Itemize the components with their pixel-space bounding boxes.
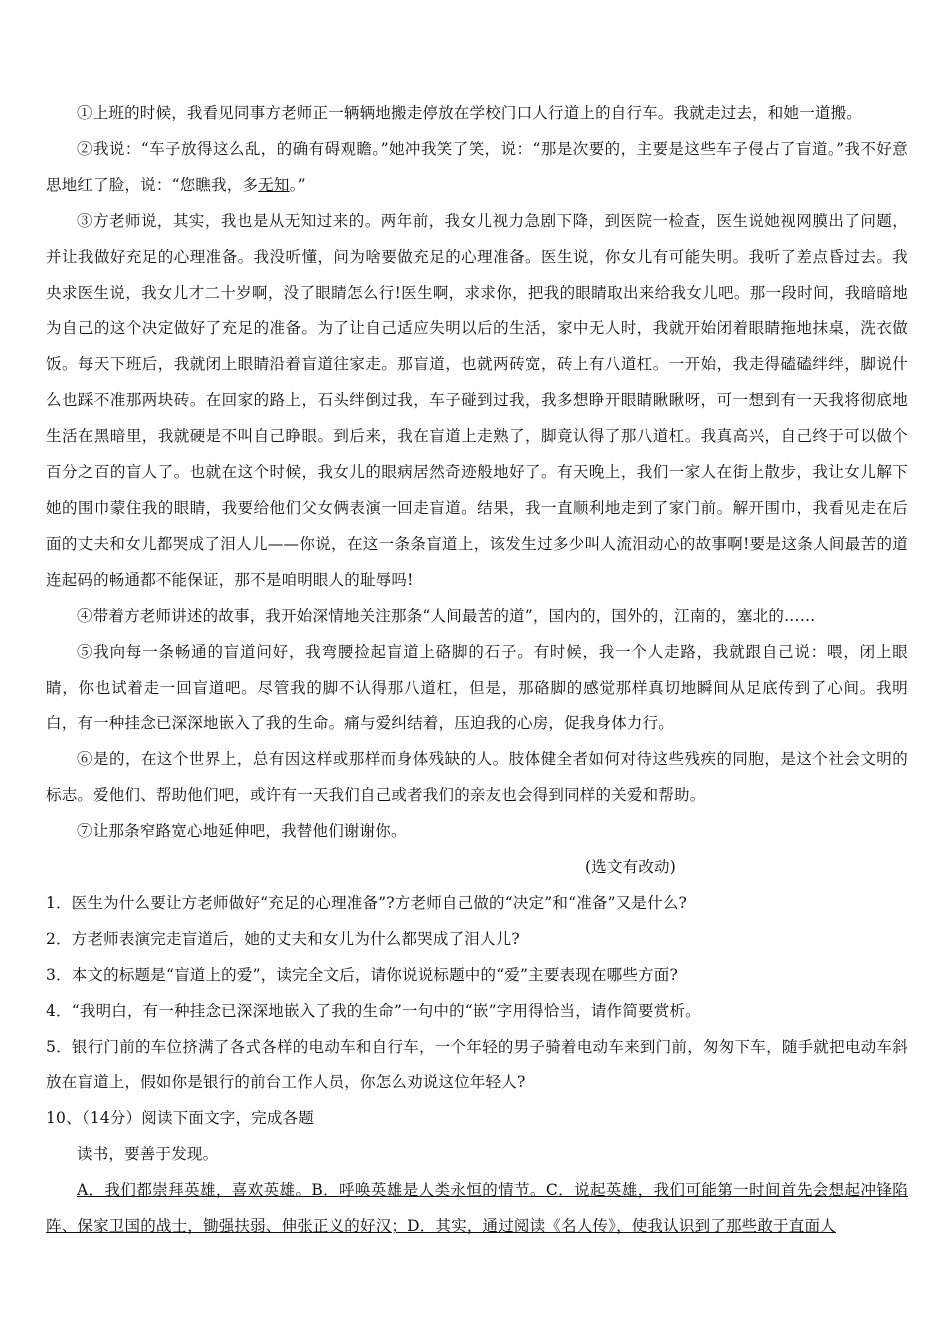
paragraph-2-text-a: ②我说：“车子放得这么乱，的确有碍观瞻。”她冲我笑了笑，说：“那是次要的，主要是这些车子侵占了盲道。”我不好意思地红了脸，说：“您瞧我，多 — [46, 139, 908, 194]
paragraph-6: ⑥是的，在这个世界上，总有因这样或那样而身体残缺的人。肢体健全者如何对待这些残疾的同胞，是这个社会文明的标志。爱他们、帮助他们吧，或许有一天我们自己或者我们的亲友也会得到同样的关爱和帮助。 — [46, 750, 908, 805]
document-page — [46, 96, 908, 1245]
question-4: 4．“我明白，有一种挂念已深深地嵌入了我的生命”一句中的“嵌”字用得恰当，请作简要赏析。 — [46, 1001, 701, 1020]
section-10-heading: 10、（14分）阅读下面文字，完成各题 — [46, 1109, 314, 1128]
paragraph-2 — [46, 132, 908, 204]
question-3: 3．本文的标题是“盲道上的爱”，读完全文后，请你说说标题中的“爱”主要表现在哪些方面? — [46, 965, 678, 984]
section-10-intro: 读书，要善于发现。 — [77, 1145, 219, 1164]
paragraph-7: ⑦让那条窄路宽心地延伸吧，我替他们谢谢你。 — [77, 822, 407, 841]
question-2: 2．方老师表演完走盲道后，她的丈夫和女儿为什么都哭成了泪人儿? — [46, 929, 520, 948]
underlined-word-wuzhi: 无知 — [258, 175, 290, 194]
source-note: (选文有改动) — [585, 858, 676, 877]
paragraph-3: ③方老师说，其实，我也是从无知过来的。两年前，我女儿视力急剧下降，到医院一检查，医生说她视网膜出了问题，并让我做好充足的心理准备。我没听懂，问为啥要做充足的心理准备。医生说，你女儿有可能失明。我听了差点昏过去。我央求医生说，我女儿才二十岁啊，没了眼睛怎么行!医生啊，求求你，把我的眼睛取出来给我女儿吧。那一段时间，我暗暗地为自己的这个决定做好了充足的准备。为了让自己适应失明以后的生活，家中无人时，我就开始闭着眼睛拖地抹桌，洗衣做饭。每天下班后，我就闭上眼睛沿着盲道往家走。那盲道，也就两砖宽，砖上有八道杠。一开始，我走得磕磕绊绊，脚说什么也踩不准那两块砖。在回家的路上，石头绊倒过我，车子碰到过我，我多想睁开眼睛瞅瞅呀，可一想到有一天我将彻底地生活在黑暗里，我就硬是不叫自己睁眼。到后来，我在盲道上走熟了，脚竟认得了那八道杠。我真高兴，自己终于可以做个百分之百的盲人了。也就在这个时候，我女儿的眼病居然奇迹般地好了。有天晚上，我们一家人在街上散步，我让女儿解下她的围巾蒙住我的眼睛，我要给他们父女俩表演一回走盲道。结果，我一直顺利地走到了家门前。解开围巾，我看见走在后面的丈夫和女儿都哭成了泪人儿——你说，在这一条条盲道上，该发生过多少叫人流泪动心的故事啊!要是这条人间最苦的道连起码的畅通都不能保证，那不是咱明眼人的耻辱吗! — [46, 211, 908, 589]
question-1: 1．医生为什么要让方老师做好“充足的心理准备”?方老师自己做的“决定”和“准备”又是什么? — [46, 893, 688, 912]
question-5: 5．银行门前的车位挤满了各式各样的电动车和自行车，一个年轻的男子骑着电动车来到门前，匆匆下车，随手就把电动车斜放在盲道上，假如你是银行的前台工作人员，你怎么劝说这位年轻人? — [46, 1037, 908, 1092]
paragraph-1: ①上班的时候，我看见同事方老师正一辆辆地搬走停放在学校门口人行道上的自行车。我就走过去，和她一道搬。 — [77, 104, 863, 122]
paragraph-4: ④带着方老师讲述的故事，我开始深情地关注那条“人间最苦的道”，国内的，国外的，江南的，塞北的…… — [77, 606, 816, 625]
paragraph-5: ⑤我向每一条畅通的盲道问好，我弯腰捡起盲道上硌脚的石子。有时候，我一个人走路，我就跟自己说：喂，闭上眼睛，你也试着走一回盲道吧。尽管我的脚不认得那八道杠，但是，那硌脚的感觉那样真切地瞬间从足底传到了心间。我明白，有一种挂念已深深地嵌入了我的生命。痛与爱纠结着，压迫我的心房，促我身体力行。 — [46, 642, 908, 733]
section-10-underlined-passage: A．我们都崇拜英雄，喜欢英雄。B．呼唤英雄是人类永恒的情节。C．说起英雄，我们可能第一时间首先会想起冲锋陷阵、保家卫国的战士，锄强扶弱、伸张正义的好汉；D．其实，通过阅读《名人传》，使我认识到了那些敢于直面人 — [46, 1181, 908, 1236]
paragraph-2-text-b: 。” — [289, 175, 306, 194]
